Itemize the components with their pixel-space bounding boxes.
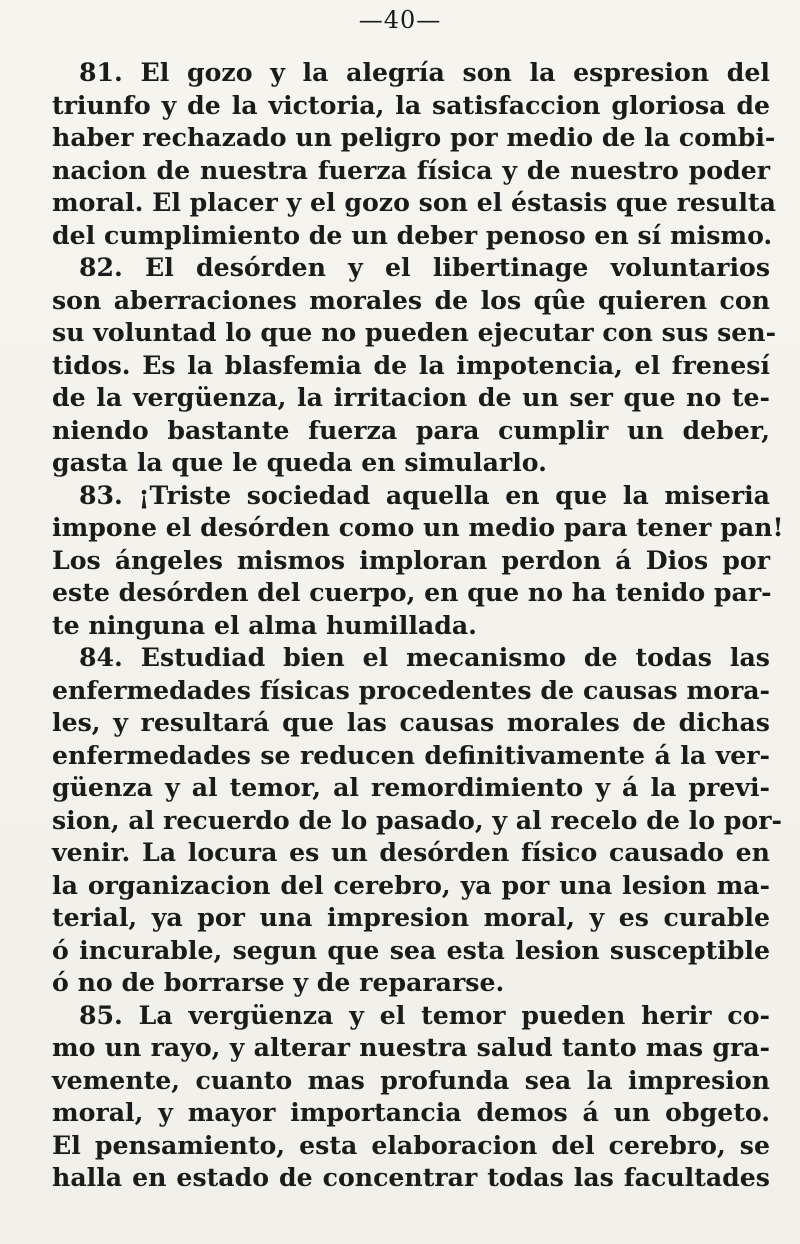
text-line: impone el desórden como un medio para tener pan! xyxy=(52,512,784,542)
text-line: sion, al recuerdo de lo pasado, y al recelo de lo por- xyxy=(52,804,782,835)
text-line: mo un rayo, y alterar nuestra salud tanto mas gra- xyxy=(52,1032,770,1062)
text-line: son aberraciones morales de los qûe quieren con xyxy=(52,284,770,315)
text-line: terial, ya por una impresion moral, y es curable xyxy=(52,902,770,932)
text-line: venir. La locura es un desórden físico causado en xyxy=(52,837,770,867)
text-line: tidos. Es la blasfemia de la impotencia, el frenesí xyxy=(52,349,770,380)
text-line: nacion de nuestra fuerza física y de nuestro poder xyxy=(52,154,770,185)
text-line: El pensamiento, esta elaboracion del cerebro, se xyxy=(52,1129,770,1160)
text-line: Los ángeles mismos imploran perdon á Dios por xyxy=(52,544,770,575)
body-text xyxy=(52,56,784,1194)
text-line: niendo bastante fuerza para cumplir un deber, xyxy=(52,414,770,445)
text-line: ó incurable, segun que sea esta lesion susceptible xyxy=(52,934,770,965)
text-line: te ninguna el alma humillada. xyxy=(52,609,477,640)
text-line: enfermedades se reducen definitivamente á la ver- xyxy=(52,739,770,770)
text-line: güenza y al temor, al remordimiento y á la previ- xyxy=(52,772,770,802)
text-line: de la vergüenza, la irritacion de un ser que no te- xyxy=(52,382,770,412)
text-line: 81. El gozo y la alegría son la espresion del xyxy=(79,57,770,87)
text-line: vemente, cuanto mas profunda sea la impresion xyxy=(52,1064,770,1095)
text-line: triunfo y de la victoria, la satisfaccion gloriosa de xyxy=(52,89,770,120)
text-line: moral, y mayor importancia demos á un obgeto. xyxy=(52,1097,770,1127)
text-line: enfermedades físicas procedentes de causas mora- xyxy=(52,674,770,705)
text-line: ó no de borrarse y de repararse. xyxy=(52,967,505,997)
text-line: haber rechazado un peligro por medio de la combi- xyxy=(52,122,776,152)
text-line: les, y resultará que las causas morales de dichas xyxy=(52,707,770,737)
text-line: 84. Estudiad bien el mecanismo de todas las xyxy=(79,642,770,672)
text-line: gasta la que le queda en simularlo. xyxy=(52,447,547,477)
text-line: moral. El placer y el gozo son el éstasis que resulta xyxy=(52,187,776,217)
text-line: 85. La vergüenza y el temor pueden herir co- xyxy=(79,999,770,1030)
text-line: la organizacion del cerebro, ya por una lesion ma- xyxy=(52,869,770,900)
text-line: este desórden del cuerpo, en que no ha tenido par- xyxy=(52,577,772,607)
text-line: 82. El desórden y el libertinage voluntarios xyxy=(79,252,770,282)
text-line: su voluntad lo que no pueden ejecutar con sus sen- xyxy=(52,317,777,347)
page-number: —40— xyxy=(358,6,442,34)
text-line: halla en estado de concentrar todas las facultades xyxy=(52,1162,770,1192)
text-line: 83. ¡Triste sociedad aquella en que la miseria xyxy=(79,479,770,510)
text-line: del cumplimiento de un deber penoso en sí mismo. xyxy=(52,219,773,250)
